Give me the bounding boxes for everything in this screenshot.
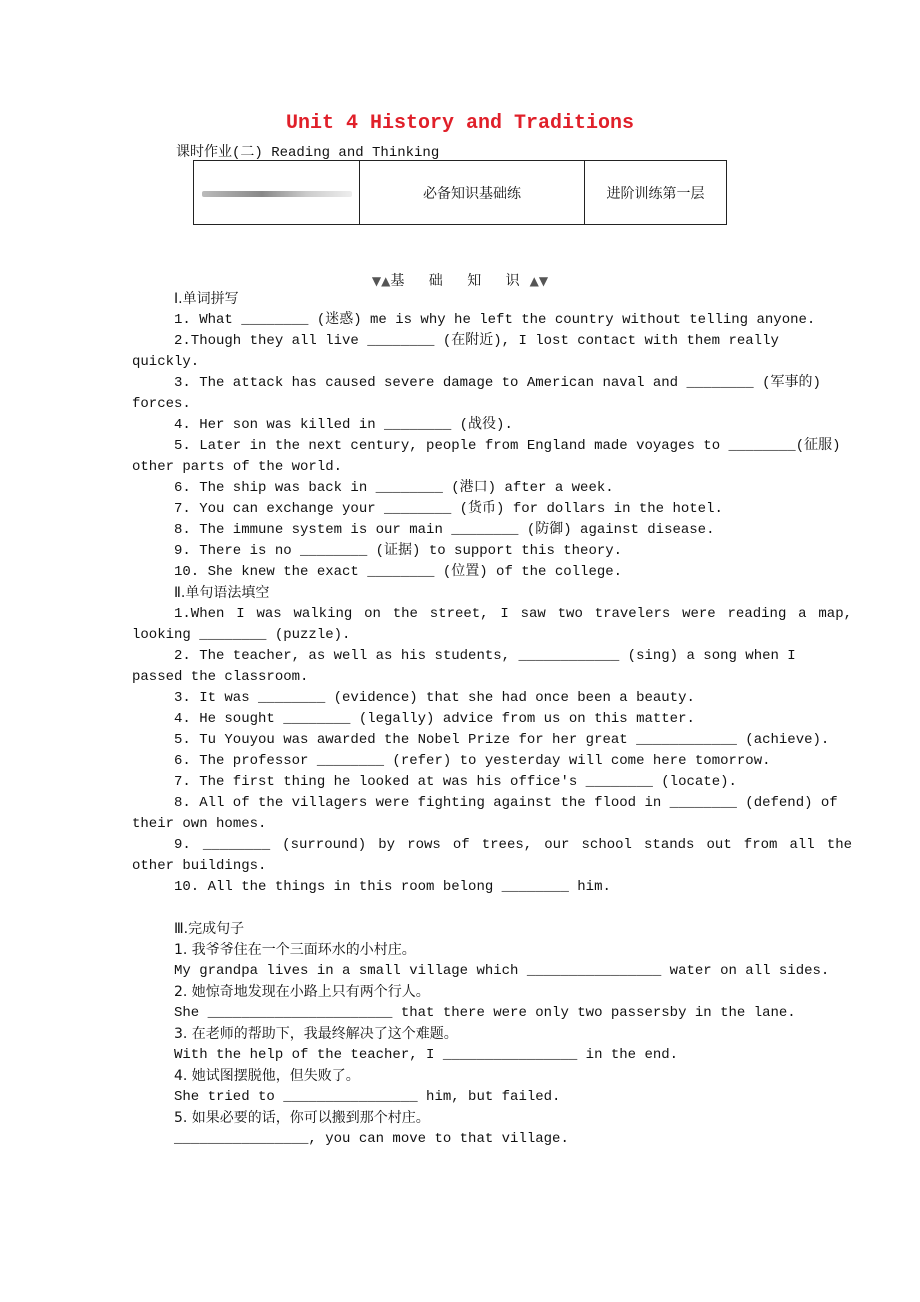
part2-item: 7. The first thing he looked at was his office's ________ (locate).: [174, 774, 737, 790]
part1-item: 7. You can exchange your ________ (货币) for dollars in the hotel.: [174, 501, 723, 517]
part3-item-zh: 1. 我爷爷住在一个三面环水的小村庄。: [174, 942, 416, 958]
progress-bar-graphic: [202, 191, 352, 197]
part1-item: 5. Later in the next century, people from England made voyages to ________(征服) other parts of the world.: [132, 438, 841, 475]
part2-heading: Ⅱ.单句语法填空: [174, 585, 270, 601]
part3-item-zh: 3. 在老师的帮助下，我最终解决了这个难题。: [174, 1026, 458, 1042]
triangle-left-icon: ▼▲: [371, 274, 391, 288]
part1-item: 1. What ________ (迷惑) me is why he left the country without telling anyone.: [174, 312, 816, 328]
part3-item-en: My grandpa lives in a small village which ________________ water on all sides.: [174, 963, 830, 979]
part2-item: 9. ________ (surround) by rows of trees, our school stands out from all the other buildings.: [132, 837, 852, 874]
part1-item: 8. The immune system is our main ________ (防御) against disease.: [174, 522, 715, 538]
lesson-subtitle: 课时作业(二) Reading and Thinking: [176, 145, 440, 161]
part2-item: 10. All the things in this room belong ________ him.: [174, 879, 611, 895]
part3-item-en: ________________, you can move to that village.: [174, 1131, 569, 1147]
part2-item: 2. The teacher, as well as his students, ____________ (sing) a song when I passed the classroom.: [132, 648, 796, 685]
part3-item-zh: 5. 如果必要的话，你可以搬到那个村庄。: [174, 1110, 430, 1126]
part2-item: 1.When I was walking on the street, I saw two travelers were reading a map, looking ________ (puzzle).: [132, 606, 852, 643]
basic-practice-cell: 必备知识基础练: [360, 161, 585, 225]
part3-item-zh: 4. 她试图摆脱他，但失败了。: [174, 1068, 360, 1084]
part1-item: 9. There is no ________ (证据) to support this theory.: [174, 543, 623, 559]
section-heading: [0, 270, 920, 290]
section-title: 基 础 知 识: [390, 273, 530, 289]
part2-item: 3. It was ________ (evidence) that she had once been a beauty.: [174, 690, 695, 706]
triangle-right-icon: ▲▼: [529, 274, 549, 288]
part1-item: 4. Her son was killed in ________ (战役).: [174, 417, 513, 433]
page-title: Unit 4 History and Traditions: [285, 112, 635, 135]
part3-item-en: With the help of the teacher, I ________________ in the end.: [174, 1047, 679, 1063]
part1-heading: Ⅰ.单词拼写: [174, 291, 239, 307]
part3-heading: Ⅲ.完成句子: [174, 921, 245, 937]
part3-item-en: She tried to ________________ him, but failed.: [174, 1089, 561, 1105]
exercise-content: [132, 289, 852, 1150]
part2-item: 4. He sought ________ (legally) advice from us on this matter.: [174, 711, 695, 727]
part2-item: 6. The professor ________ (refer) to yesterday will come here tomorrow.: [174, 753, 771, 769]
part2-item: 5. Tu Youyou was awarded the Nobel Prize for her great ____________ (achieve).: [174, 732, 830, 748]
part1-item: 2.Though they all live ________ (在附近), I lost contact with them really quickly.: [132, 333, 779, 370]
part3-item-en: She ______________________ that there were only two passersby in the lane.: [174, 1005, 796, 1021]
advanced-practice-cell: 进阶训练第一层: [585, 161, 727, 225]
part1-item: 6. The ship was back in ________ (港口) after a week.: [174, 480, 614, 496]
progress-cell: [194, 161, 360, 225]
level-table: [193, 160, 727, 225]
part1-item: 10. She knew the exact ________ (位置) of the college.: [174, 564, 623, 580]
part1-item: 3. The attack has caused severe damage to American naval and ________ (军事的) forces.: [132, 375, 821, 412]
part3-item-zh: 2. 她惊奇地发现在小路上只有两个行人。: [174, 984, 430, 1000]
part2-item: 8. All of the villagers were fighting against the flood in ________ (defend) of their own homes.: [132, 795, 838, 832]
